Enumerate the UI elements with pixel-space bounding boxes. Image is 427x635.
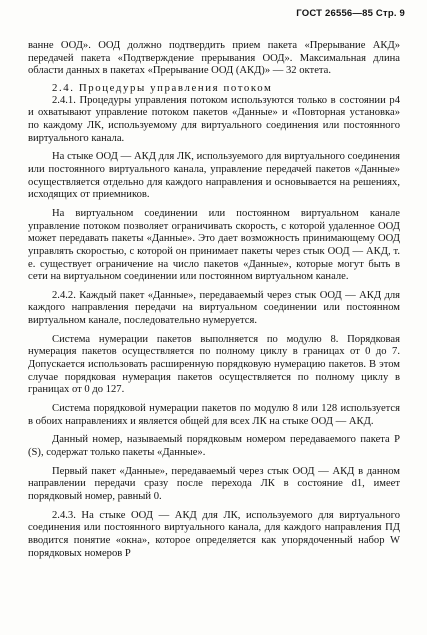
paragraph-receiver-control: На стыке ООД — АКД для ЛК, используемого для виртуального соединения или постоянного виртуального канала, управление передачей пакетов «Данные» осуществляется отдельно для каждого направления и основывается на решениях, исходящих от приемников. <box>28 151 400 201</box>
document-body <box>28 40 400 560</box>
paragraph-2-4-2: 2.4.2. Каждый пакет «Данные», передаваемый через стык ООД — АКД для каждого направления передачи на виртуальном соединении или постоянном виртуальном канале, последовательно нумеруется. <box>28 289 400 327</box>
paragraph-first-packet: Первый пакет «Данные», передаваемый через стык ООД — АКД в данном направлении передачи сразу после перехода ЛК в состояние d1, имеет порядковый номер, равный 0. <box>28 465 400 502</box>
paragraph-numbering-scope: Система порядковой нумерации пакетов по модулю 8 или 128 используется в обоих направлениях и является общей для всех ЛК на стыке ООД — АКД. <box>28 403 400 427</box>
paragraph-modulo-numbering: Система нумерации пакетов выполняется по модулю 8. Порядковая нумерация пакетов осуществляется по полному циклу в границах от 0 до 7. Допускается использовать расширенную порядковую нумерацию пакетов. В этом случае порядковая нумерация пакетов осуществляется по полному циклу в границах от 0 до 127. <box>28 333 400 396</box>
paragraph-continuation: ванне ООД». ООД должно подтвердить прием пакета «Прерывание АКД» передачей пакета «Подтверждение прерывания ООД». Максимальная длина области данных в пакетах «Прерывание ООД (АКД)» — 32 октета. <box>28 40 400 77</box>
paragraph-flow-limit: На виртуальном соединении или постоянном виртуальном канале управление потоком позволяет ограничивать скорость, с которой удаленное ООД может передавать пакеты «Данные». Это дает возможность принимающему ООД управлять скоростью, с которой он принимает пакеты через стык ООД — АКД, т. е. существует ограничение на число пакетов «Данные», которые могут быть в сети на виртуальном соединении или постоянном виртуальном канале. <box>28 207 400 283</box>
paragraph-2-4-1: 2.4.1. Процедуры управления потоком используются только в состоянии р4 и охватывают управление потоком пакетов «Данные» и «Повторная установка» по каждому ЛК, используемому для виртуального соединения или постоянного виртуального канала. <box>28 94 400 144</box>
paragraph-2-4-3: 2.4.3. На стыке ООД — АКД для ЛК, используемого для виртуального соединения или постоянного виртуального канала, для каждого направления ПД вводится понятие «окна», которое определяется как упорядоченный набор W порядковых номеров Р <box>28 509 400 559</box>
running-header: ГОСТ 26556—85 Стр. 9 <box>296 8 405 19</box>
paragraph-sequence-number: Данный номер, называемый порядковым номером передаваемого пакета Р (S), содержат только пакеты «Данные». <box>28 434 400 459</box>
section-heading: 2.4. Процедуры управления потоком <box>52 81 273 94</box>
